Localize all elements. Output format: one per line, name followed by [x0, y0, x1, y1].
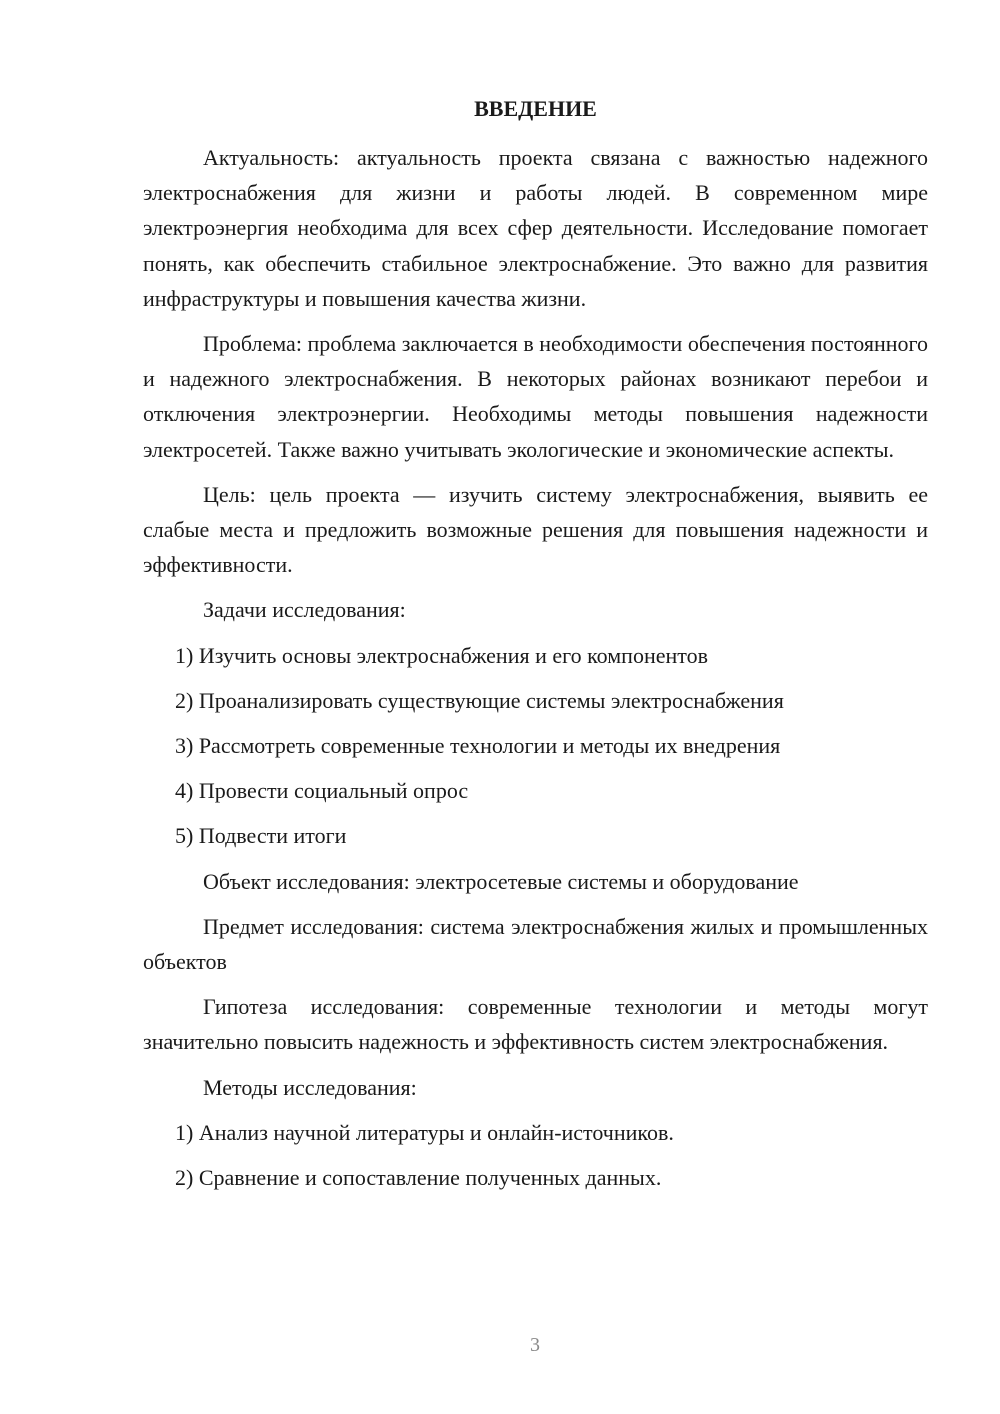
method-item: 1) Анализ научной литературы и онлайн-источников.: [175, 1119, 674, 1145]
section-heading: ВВЕДЕНИЕ: [474, 96, 597, 121]
object-paragraph: Объект исследования: электросетевые системы и оборудование: [203, 868, 799, 894]
document-page: [143, 92, 928, 1205]
methods-title: Методы исследования:: [203, 1074, 417, 1100]
page-number: 3: [530, 1334, 540, 1356]
hypothesis-paragraph: Гипотеза исследования: современные технологии и методы могут значительно повысить надежность и эффективность систем электроснабжения.: [143, 994, 928, 1055]
tasks-title: Задачи исследования:: [203, 597, 406, 623]
goal-paragraph: Цель: цель проекта — изучить систему электроснабжения, выявить ее слабые места и предложить возможные решения для повышения надежности и эффективности.: [143, 481, 928, 578]
method-item: 2) Сравнение и сопоставление полученных данных.: [175, 1165, 662, 1191]
problem-paragraph: Проблема: проблема заключается в необходимости обеспечения постоянного и надежного электроснабжения. В некоторых районах возникают перебои и отключения электроэнергии. Необходимы методы повышения надежности электросетей. Также важно учитывать экологические и экономические аспекты.: [143, 331, 928, 462]
relevance-paragraph: Актуальность: актуальность проекта связана с важностью надежного электроснабжения для жизни и работы людей. В современном мире электроэнергия необходима для всех сфер деятельности. Исследование помогает понять, как обеспечить стабильное электроснабжение. Это важно для развития инфраструктуры и повышения качества жизни.: [143, 145, 928, 311]
subject-paragraph: Предмет исследования: система электроснабжения жилых и промышленных объектов: [143, 913, 928, 975]
task-item: 4) Провести социальный опрос: [175, 778, 469, 804]
task-item: 2) Проанализировать существующие системы электроснабжения: [175, 687, 784, 713]
task-item: 1) Изучить основы электроснабжения и его компонентов: [175, 642, 708, 668]
task-item: 5) Подвести итоги: [175, 823, 347, 849]
task-item: 3) Рассмотреть современные технологии и методы их внедрения: [175, 733, 781, 759]
